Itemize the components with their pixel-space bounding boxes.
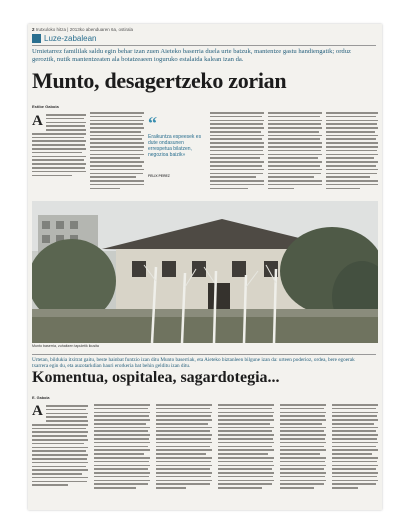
page-number: 2 xyxy=(32,27,35,32)
body-text-lines xyxy=(332,404,378,489)
body-text-lines xyxy=(218,404,274,489)
section-divider xyxy=(32,45,376,46)
photo-caption: Munto baserria, zuhaitzen tapuletik ikusita xyxy=(32,344,99,348)
second-body-column-4 xyxy=(218,404,274,504)
section-label xyxy=(32,34,96,43)
body-text-lines xyxy=(32,133,86,176)
newspaper-page xyxy=(28,24,382,510)
main-body-column-3 xyxy=(210,112,264,198)
second-byline: E. Gaboia xyxy=(32,396,50,400)
second-headline: Komentua, ospitalea, sagardotegia... xyxy=(32,369,280,386)
running-head xyxy=(32,27,133,32)
body-text-lines xyxy=(46,112,86,131)
farmhouse-photo-illustration xyxy=(32,201,378,343)
main-body-column-2 xyxy=(90,112,144,198)
main-headline: Munto, desagertzeko zorian xyxy=(32,68,287,93)
main-byline: Estibe Gaboia xyxy=(32,104,59,109)
article-divider xyxy=(32,354,376,355)
body-text-lines xyxy=(32,424,88,486)
body-text-lines xyxy=(46,404,88,422)
section-name: Luze-zabalean xyxy=(44,34,97,43)
pull-quote-author: FELIX PEREZ xyxy=(148,174,170,178)
baserria-photo xyxy=(32,201,378,343)
body-text-lines xyxy=(268,112,322,189)
second-standfirst: Urtetan, bildukia itxitrat gaitu, beste hainbat funtzio izan ditu Munto baserriak, eta Aieteko biztanleen bilgune izan da: urteen poderioz, ordea, bere egoerak txarrera egin du, eta auzotarkdian hauri erorkeria bat behin gelditu izan ditu. xyxy=(32,357,355,370)
second-body-column-2 xyxy=(94,404,150,504)
main-standfirst: Urnietarrez famililak saldu egin behar izan zuen Aieteko baserria duela urte batzuk, mantentze gastu handiengatik; orduz geroztik, nutik mantentzeaten ala botatzeaeen ioguruko estalaida kalean izan da. xyxy=(32,48,351,63)
body-text-lines xyxy=(280,404,326,489)
body-text-lines xyxy=(156,404,212,489)
section-square-icon xyxy=(32,34,41,43)
second-body-column-5 xyxy=(280,404,326,504)
body-text-lines xyxy=(90,112,144,189)
body-text-lines xyxy=(326,112,378,189)
second-body-column-6 xyxy=(332,404,378,504)
body-text-lines xyxy=(210,112,264,189)
second-dropcap: A xyxy=(32,404,43,419)
pull-quote: Eraikuntza espeesek es dute ondasunen errespetua bilatzen, negozioa baizik» xyxy=(148,134,202,158)
running-head-text: Irutxuloko hitza | 2013ko abenduaren 6a, ostirala xyxy=(35,27,134,32)
main-body-column-1 xyxy=(32,112,86,198)
main-body-column-5 xyxy=(326,112,378,198)
second-body-column-1 xyxy=(32,404,88,504)
body-text-lines xyxy=(94,404,150,489)
main-dropcap: A xyxy=(32,113,43,129)
main-body-column-4 xyxy=(268,112,322,198)
quote-mark-icon: “ xyxy=(148,113,157,133)
second-body-column-3 xyxy=(156,404,212,504)
